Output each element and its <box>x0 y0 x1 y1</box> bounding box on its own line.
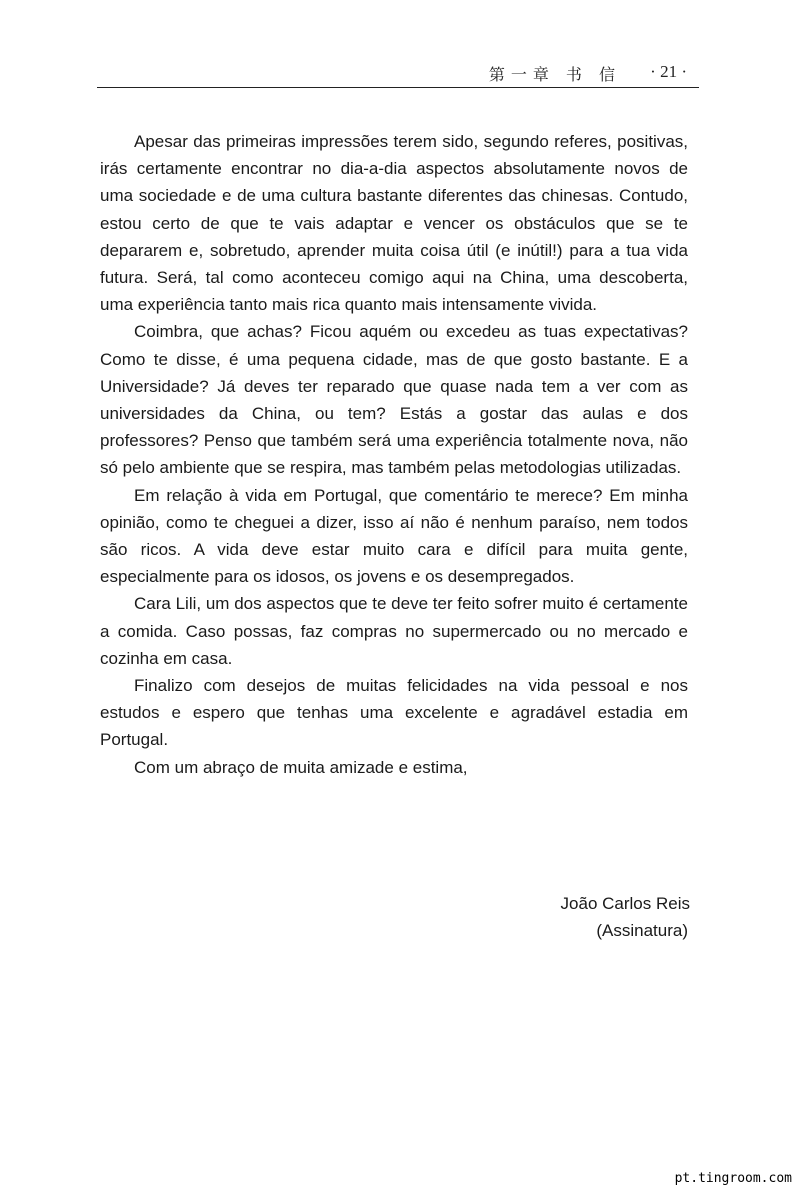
closing-line: Com um abraço de muita amizade e estima, <box>134 757 468 777</box>
signature-note: (Assinatura) <box>596 921 688 941</box>
paragraph: Cara Lili, um dos aspectos que te deve ter feito sofrer muito é certamente a comida. Caso possas, faz compras no supermercado ou no mercado e cozinha em casa. <box>100 594 688 668</box>
page-header <box>97 60 699 88</box>
signature-name: João Carlos Reis <box>560 894 690 913</box>
page-number: · 21 · <box>650 62 687 81</box>
letter-body <box>100 128 688 781</box>
header-rule <box>97 87 699 88</box>
paragraph: Coimbra, que achas? Ficou aquém ou excedeu as tuas expectativas? Como te disse, é uma pequena cidade, mas de que gosto bastante. E a Universidade? Já deves ter reparado que quase nada tem a ver com as universidades da China, ou tem? Estás a gostar das aulas e dos professores? Penso que também será uma experiência totalmente nova, não só pelo ambiente que se respira, mas também pelas metodologias utilizadas. <box>100 322 688 478</box>
paragraph: Apesar das primeiras impressões terem sido, segundo referes, positivas, irás certamente encontrar no dia-a-dia aspectos absolutamente novos de uma sociedade e de uma cultura bastante diferentes das chinesas. Contudo, estou certo de que te vais adaptar e vencer os obstáculos que se te depararem e, sobretudo, aprender muita coisa útil (e inútil!) para a tua vida futura. Será, tal como aconteceu comigo aqui na China, uma descoberta, uma experiência tanto mais rica quanto mais intensamente vivida. <box>100 132 688 315</box>
chapter-title: 第一章 书 信 <box>488 65 621 84</box>
paragraph: Em relação à vida em Portugal, que comentário te merece? Em minha opinião, como te cheguei a dizer, isso aí não é nenhum paraíso, nem todos são ricos. A vida deve estar muito cara e difícil para muita gente, especialmente para os idosos, os jovens e os desempregados. <box>100 485 688 587</box>
paragraph: Finalizo com desejos de muitas felicidades na vida pessoal e nos estudos e espero que tenhas uma excelente e agradável estadia em Portugal. <box>100 676 688 750</box>
signature-block <box>561 890 690 944</box>
watermark-url: pt.tingroom.com <box>674 1171 792 1186</box>
